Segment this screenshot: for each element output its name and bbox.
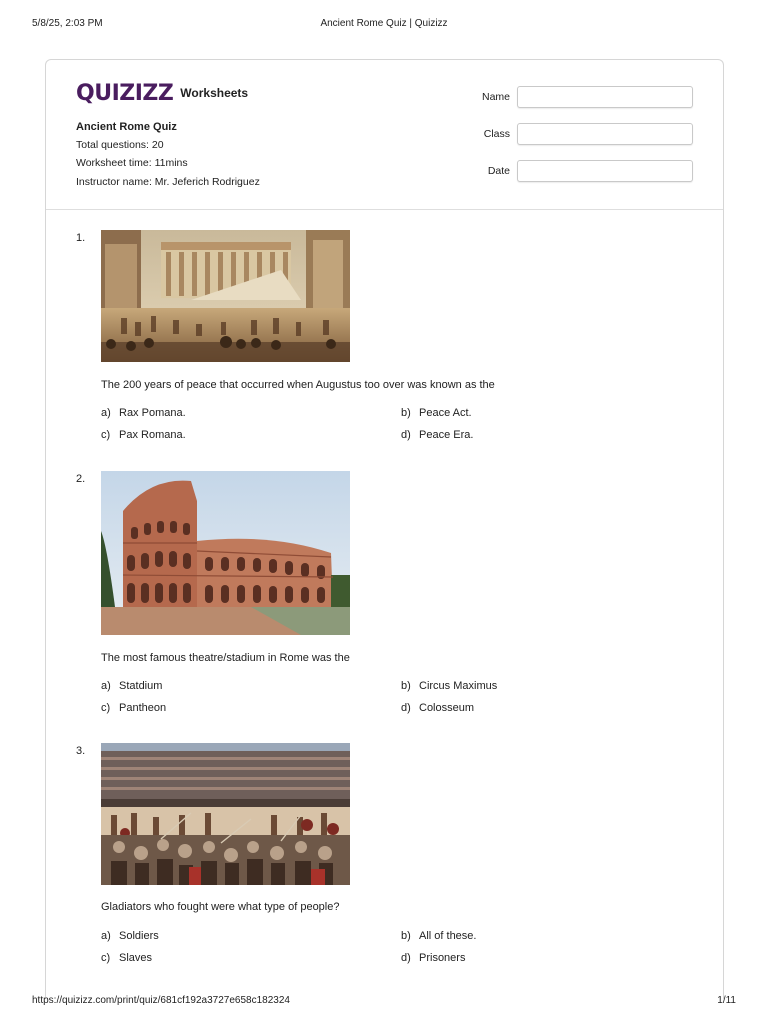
quizizz-logo: [76, 80, 248, 106]
name-label: Name: [481, 91, 510, 103]
question-number: 3.: [76, 745, 86, 757]
date-label: Date: [487, 165, 510, 177]
option-text: Rax Pomana.: [119, 407, 186, 419]
name-input[interactable]: [517, 86, 693, 108]
name-field: [476, 86, 694, 108]
option-letter: a): [101, 407, 111, 419]
colosseum-photo-image: [101, 471, 350, 635]
option-text: Statdium: [119, 680, 163, 692]
option-text: Peace Act.: [419, 407, 472, 419]
date-input[interactable]: [517, 160, 693, 182]
class-field: [476, 123, 694, 145]
question-text: Gladiators who fought were what type of people?: [101, 901, 340, 913]
gladiator-arena-photo-image: [101, 743, 350, 885]
option-letter: c): [101, 429, 111, 441]
print-datetime: 5/8/25, 2:03 PM: [32, 18, 103, 29]
option-letter: c): [101, 702, 111, 714]
option-c[interactable]: [101, 952, 152, 964]
option-a[interactable]: [101, 930, 159, 942]
question-text: The most famous theatre/stadium in Rome was the: [101, 652, 350, 664]
option-d[interactable]: [401, 429, 473, 441]
page-number: 1/11: [717, 995, 736, 1006]
option-text: All of these.: [419, 930, 477, 942]
worksheet-header: [46, 60, 723, 210]
option-d[interactable]: [401, 952, 465, 964]
option-letter: a): [101, 680, 111, 692]
print-header: [32, 18, 736, 32]
option-letter: b): [401, 930, 411, 942]
worksheet-time: Worksheet time: 11mins: [76, 157, 188, 170]
option-text: Prisoners: [419, 952, 466, 964]
brand-name: QUIZIZZ: [76, 80, 174, 106]
print-url: https://quizizz.com/print/quiz/681cf192a3727e658c182324: [32, 995, 290, 1006]
option-text: Peace Era.: [419, 429, 474, 441]
option-text: Colosseum: [419, 702, 475, 714]
option-letter: d): [401, 429, 411, 441]
instructor-name: Instructor name: Mr. Jeferich Rodriguez: [76, 175, 260, 188]
option-text: Pantheon: [119, 702, 167, 714]
option-text: Circus Maximus: [419, 680, 498, 692]
total-questions: Total questions: 20: [76, 139, 164, 152]
question-3: [76, 743, 696, 968]
quiz-title: Ancient Rome Quiz: [76, 121, 177, 133]
question-text: The 200 years of peace that occurred when Augustus too over was known as the: [101, 379, 495, 391]
question-number: 2.: [76, 473, 86, 485]
product-name: Worksheets: [180, 86, 249, 100]
option-a[interactable]: [101, 680, 162, 692]
print-footer: [32, 995, 736, 1009]
date-field: [476, 160, 694, 182]
option-letter: c): [101, 952, 111, 964]
print-document-title: Ancient Rome Quiz | Quizizz: [320, 18, 448, 29]
option-letter: b): [401, 407, 411, 419]
option-text: Pax Romana.: [119, 429, 186, 441]
class-input[interactable]: [517, 123, 693, 145]
option-c[interactable]: [101, 702, 166, 714]
option-b[interactable]: [401, 930, 476, 942]
question-1: [76, 230, 696, 445]
option-letter: a): [101, 930, 111, 942]
option-d[interactable]: [401, 702, 474, 714]
option-text: Slaves: [119, 952, 153, 964]
option-text: Soldiers: [119, 930, 159, 942]
class-label: Class: [483, 128, 510, 140]
option-c[interactable]: [101, 429, 186, 441]
question-number: 1.: [76, 232, 86, 244]
roman-forum-painting-image: [101, 230, 350, 362]
option-letter: d): [401, 952, 411, 964]
option-letter: d): [401, 702, 411, 714]
question-2: [76, 471, 696, 718]
option-a[interactable]: [101, 407, 186, 419]
worksheet: [45, 59, 724, 999]
quiz-info: [76, 118, 260, 191]
option-b[interactable]: [401, 680, 497, 692]
option-letter: b): [401, 680, 411, 692]
option-b[interactable]: [401, 407, 472, 419]
